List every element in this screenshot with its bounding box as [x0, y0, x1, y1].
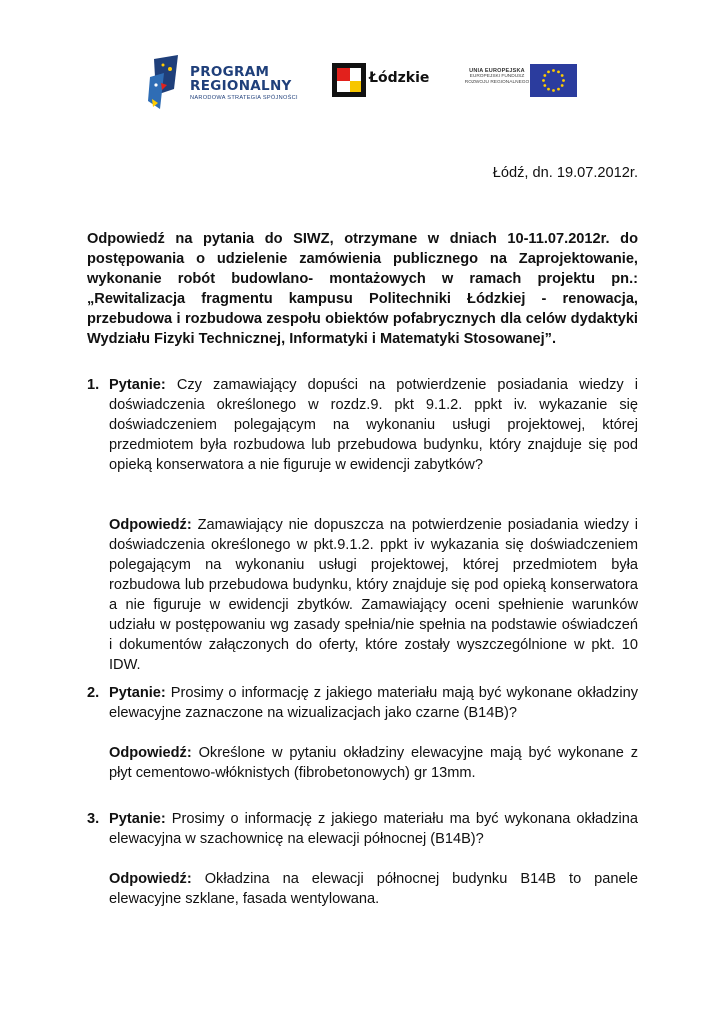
qa-item-3 — [87, 809, 638, 909]
question-label: Pytanie: — [109, 811, 166, 827]
eu-star-icon — [561, 74, 564, 77]
question-2 — [109, 683, 638, 723]
question-label: Pytanie: — [109, 685, 166, 701]
eu-star-icon — [543, 84, 546, 87]
eu-star-icon — [561, 84, 564, 87]
answer-text: Określone w pytaniu okładziny elewacyjne mają być wykonane z płyt cementowo-włóknistych (fibrobetonowych) gr 13mm. — [109, 745, 638, 781]
answer-text: Zamawiający nie dopuszcza na potwierdzenie posiadania wiedzy i doświadczenia określonego w pkt.9.1.2. ppkt iv wykazania się doświadczeniem polegającym na wykonaniu usługi projektowej, której przedmiotem była rozbudowa lub przebudowa budynku, który znajduje się pod opieką konserwatora a nie figuruje w ewidencji zbytków. Zamawiający oceni spełnienie warunków udziału w postępowaniu wg zasady spełnia/nie spełnia na podstawie oświadczeń i dokumentów załączonych do oferty, które zostały wyszczególnione w pkt. 10 IDW. — [109, 517, 638, 673]
answer-text: Okładzina na elewacji północnej budynku B14B to panele elewacyjne szklane, fasada wentylowana. — [109, 871, 638, 907]
program-line-1: PROGRAM — [190, 64, 270, 80]
eu-star-icon — [562, 79, 565, 82]
eu-line-3: ROZWOJU REGIONALNEGO — [464, 80, 530, 85]
eu-star-icon — [552, 69, 555, 72]
lodzkie-name: Łódzkie — [369, 70, 430, 86]
program-line-2: REGIONALNY — [190, 78, 292, 94]
eu-line-1: UNIA EUROPEJSKA — [469, 68, 525, 74]
program-subtitle: NARODOWA STRATEGIA SPÓJNOŚCI — [190, 95, 298, 101]
document-intro: Odpowiedź na pytania do SIWZ, otrzymane w dniach 10-11.07.2012r. do postępowania o udzielenie zamówienia publicznego na Zaprojektowanie, wykonanie robót budowlano- montażowych w ramach projektu pn.: „Rewitalizacja fragmentu kampusu Politechniki Łódzkiej - renowacja, przebudowa i rozbudowa zespołu obiektów pofabrycznych dla celów dydaktyki Wydziału Fizyki Technicznej, Informatyki i Matematyki Stosowanej”. — [87, 231, 638, 347]
eu-line-2: EUROPEJSKI FUNDUSZ — [469, 74, 525, 79]
qa-number: 2. — [87, 685, 100, 701]
eu-flag-icon — [530, 64, 577, 97]
header-logos — [148, 50, 588, 112]
question-3 — [109, 809, 638, 849]
eu-star-icon — [543, 74, 546, 77]
eu-star-icon — [547, 70, 550, 73]
question-text: Czy zamawiający dopuści na potwierdzenie posiadania wiedzy i doświadczenia określonego w rozdz.9. pkt 9.1.2. ppkt iv. wykazanie się doświadczeniem polegającym na wykonaniu usługi projektowej, której przedmiotem była rozbudowa lub przebudowa budynku, który znajduje się pod opieką konserwatora a nie figuruje w ewidencji zabytków? — [109, 377, 638, 473]
answer-3 — [109, 869, 638, 909]
question-text: Prosimy o informację z jakiego materiału ma być wykonana okładzina elewacyjna w szachownicę na elewacji północnej (B14B)? — [109, 811, 638, 847]
question-text: Prosimy o informację z jakiego materiału mają być wykonane okładziny elewacyjne zaznaczone na wizualizacjach jako czarne (B14B)? — [109, 685, 638, 721]
lodzkie-mark-icon — [332, 63, 366, 97]
lodzkie-logo — [332, 60, 432, 100]
document-date: Łódź, dn. 19.07.2012r. — [492, 165, 638, 181]
answer-2 — [109, 743, 638, 783]
answer-label: Odpowiedź: — [109, 517, 192, 533]
qa-item-1 — [87, 375, 638, 675]
eu-star-icon — [547, 88, 550, 91]
qa-list — [87, 375, 638, 909]
qa-number: 1. — [87, 377, 100, 393]
qa-number: 3. — [87, 811, 100, 827]
eu-star-icon — [542, 79, 545, 82]
question-1 — [109, 375, 638, 475]
program-regionalny-logo — [148, 55, 313, 111]
answer-label: Odpowiedź: — [109, 745, 192, 761]
qa-item-2 — [87, 683, 638, 783]
eu-star-icon — [552, 89, 555, 92]
program-regionalny-mark-icon — [148, 55, 182, 109]
eu-star-icon — [557, 70, 560, 73]
eu-logo — [461, 64, 581, 100]
question-label: Pytanie: — [109, 377, 166, 393]
eu-star-icon — [557, 88, 560, 91]
answer-1 — [109, 515, 638, 675]
answer-label: Odpowiedź: — [109, 871, 192, 887]
